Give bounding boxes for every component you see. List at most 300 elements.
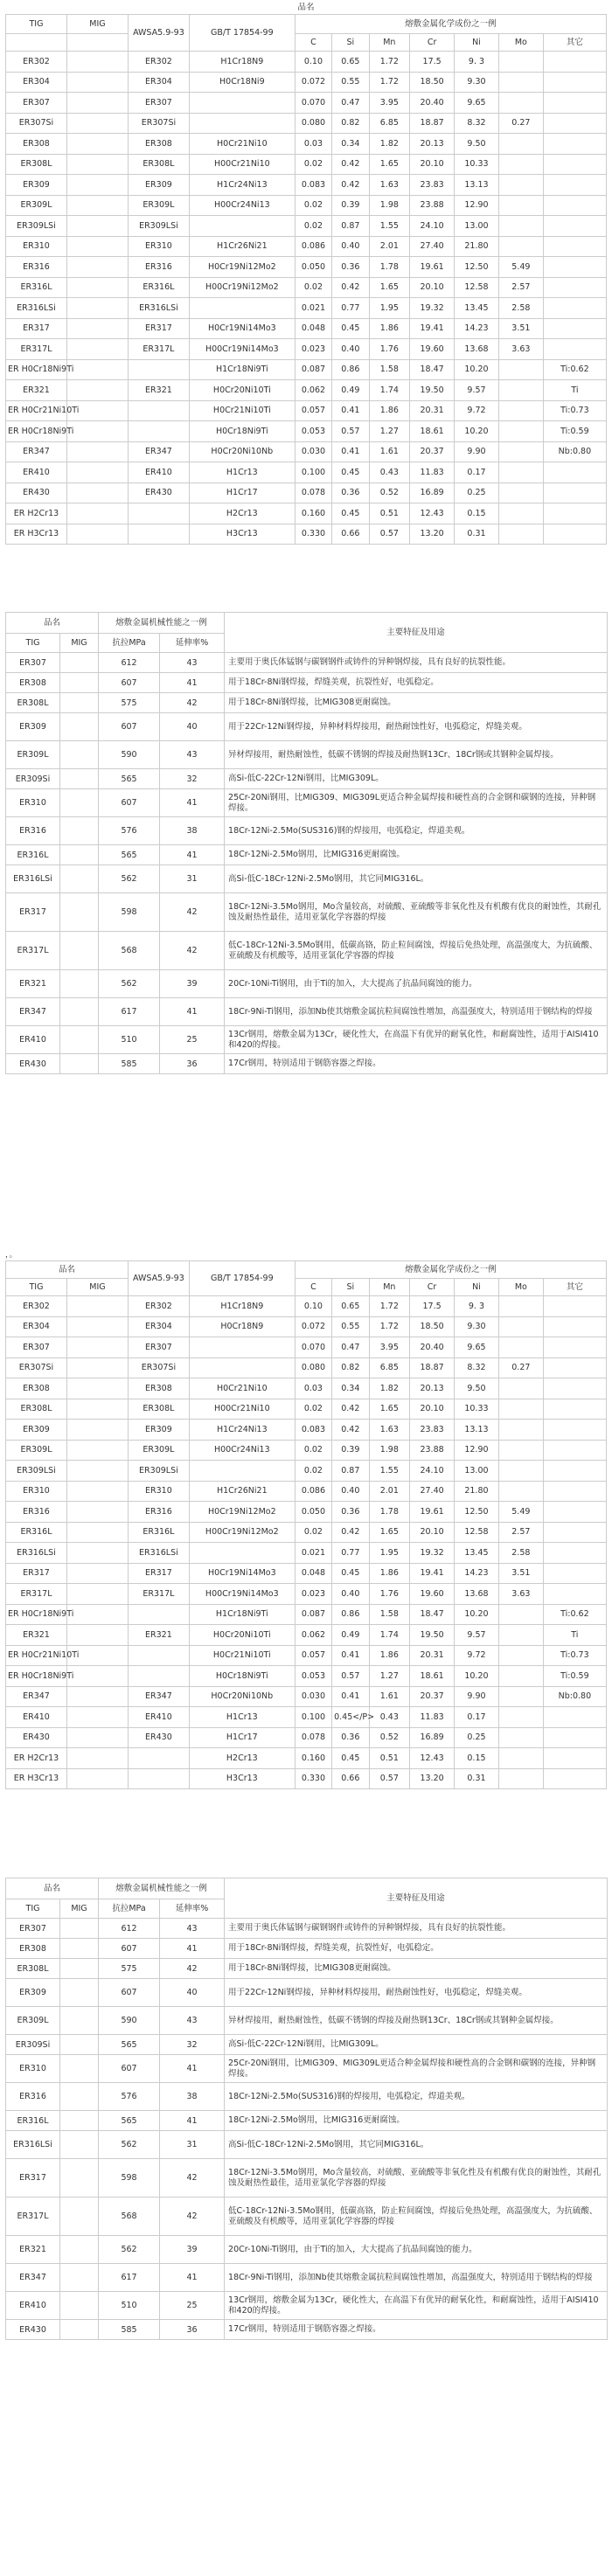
cell-mo — [498, 1296, 543, 1317]
cell-si: 0.77 — [332, 1543, 369, 1564]
header-tig: TIG — [6, 15, 67, 34]
table-row — [6, 421, 607, 442]
mechanical-table-1 — [5, 612, 607, 1074]
cell-tensile: 562 — [99, 2131, 160, 2159]
cell-other — [543, 503, 606, 524]
cell-gbt: H0Cr19Ni12Mo2 — [189, 257, 295, 278]
cell-c: 0.072 — [295, 72, 331, 93]
cell-cr: 17.5 — [410, 1296, 455, 1317]
cell-gbt — [189, 216, 295, 237]
cell-ni: 10.20 — [455, 421, 499, 442]
cell-mig — [60, 845, 99, 865]
cell-tig: ER410 — [6, 1707, 67, 1728]
cell-tensile: 575 — [99, 1959, 160, 1979]
cell-cr: 17.5 — [410, 52, 455, 73]
table-row — [6, 845, 608, 865]
cell-tig: ER H0Cr21Ni10Ti — [6, 1645, 67, 1666]
cell-mo — [498, 1440, 543, 1461]
cell-other — [543, 113, 606, 134]
header-c: C — [295, 34, 331, 52]
cell-aws: ER430 — [128, 483, 189, 503]
cell-c: 0.083 — [295, 1420, 331, 1441]
cell-gbt: H00Cr19Ni14Mo3 — [189, 1584, 295, 1605]
cell-cr: 19.32 — [410, 298, 455, 319]
cell-mo — [498, 1768, 543, 1789]
table-row — [6, 1399, 607, 1420]
cell-tig: ER347 — [6, 2264, 60, 2292]
cell-gbt — [189, 113, 295, 134]
cell-mn: 1.63 — [369, 1420, 410, 1441]
cell-mo — [498, 134, 543, 155]
cell-mn: 1.78 — [369, 1502, 410, 1523]
table-row — [6, 713, 608, 741]
cell-mn: 1.74 — [369, 380, 410, 401]
cell-mn: 1.76 — [369, 1584, 410, 1605]
table-row — [6, 339, 607, 360]
cell-c: 0.050 — [295, 257, 331, 278]
composition-table-2 — [5, 1260, 607, 1789]
cell-mo — [498, 421, 543, 442]
cell-ni: 9.72 — [455, 400, 499, 421]
cell-tig: ER317 — [6, 1563, 67, 1584]
table-row — [6, 1919, 608, 1939]
cell-aws: ER309L — [128, 1440, 189, 1461]
cell-ni: 9. 3 — [455, 1296, 499, 1317]
cell-aws: ER310 — [128, 1481, 189, 1502]
cell-tig: ER316LSi — [6, 865, 60, 893]
cell-desc: 高Si-低C-18Cr-12Ni-2.5Mo钢用，其它同MIG316L。 — [225, 865, 608, 893]
cell-c: 0.160 — [295, 503, 331, 524]
header-name: 品名 — [6, 1878, 99, 1899]
cell-other — [543, 134, 606, 155]
cell-tig: ER309Si — [6, 769, 60, 789]
cell-cr: 27.40 — [410, 236, 455, 257]
cell-cr: 19.50 — [410, 380, 455, 401]
cell-cr: 20.40 — [410, 1337, 455, 1358]
cell-other — [543, 1357, 606, 1378]
cell-mo: 2.58 — [498, 1543, 543, 1564]
cell-other — [543, 298, 606, 319]
cell-aws: ER309 — [128, 175, 189, 196]
cell-c: 0.160 — [295, 1748, 331, 1769]
cell-tensile: 562 — [99, 865, 160, 893]
cell-tig: ER309L — [6, 741, 60, 769]
cell-other: Ti:0.62 — [543, 1604, 606, 1625]
cell-mig — [66, 52, 128, 73]
header-si: Si — [332, 34, 369, 52]
cell-mig — [60, 1979, 99, 2007]
table-row — [6, 1959, 608, 1979]
cell-gbt — [189, 1337, 295, 1358]
cell-desc: 18Cr-9Ni-Ti钢用，添加Nb使其熔敷金属抗粒间腐蚀性增加，高温强度大，特别适用于钢结构的焊接 — [225, 998, 608, 1026]
cell-mn: 1.72 — [369, 72, 410, 93]
cell-other: Ti:0.73 — [543, 400, 606, 421]
cell-elong: 42 — [160, 932, 225, 970]
composition-grid — [5, 1260, 607, 1789]
cell-tensile: 598 — [99, 893, 160, 932]
cell-aws: ER347 — [128, 441, 189, 462]
cell-c: 0.02 — [295, 1440, 331, 1461]
cell-gbt: H0Cr18N9 — [189, 1316, 295, 1337]
cell-other — [543, 1378, 606, 1399]
cell-tig: ER321 — [6, 1625, 67, 1646]
cell-tensile: 607 — [99, 789, 160, 817]
cell-mo — [498, 1666, 543, 1687]
cell-si: 0.55 — [332, 72, 369, 93]
cell-mig — [60, 1026, 99, 1054]
cell-aws: ER316 — [128, 257, 189, 278]
table-row — [6, 2007, 608, 2035]
cell-mig — [60, 693, 99, 713]
cell-aws: ER317L — [128, 1584, 189, 1605]
cell-cr: 18.87 — [410, 1357, 455, 1378]
cell-cr: 18.47 — [410, 1604, 455, 1625]
cell-gbt: H1Cr18Ni9Ti — [189, 359, 295, 380]
cell-mo: 2.58 — [498, 298, 543, 319]
cell-mig — [66, 483, 128, 503]
cell-ni: 14.23 — [455, 1563, 499, 1584]
cell-si: 0.41 — [332, 1645, 369, 1666]
header-cr: Cr — [410, 34, 455, 52]
cell-cr: 20.13 — [410, 134, 455, 155]
cell-si: 0.86 — [332, 359, 369, 380]
cell-mn: 1.55 — [369, 216, 410, 237]
table-row — [6, 2236, 608, 2264]
cell-elong: 38 — [160, 817, 225, 845]
cell-ni: 9.50 — [455, 1378, 499, 1399]
cell-mig — [66, 1296, 128, 1317]
cell-other: Ti:0.73 — [543, 1645, 606, 1666]
cell-tensile: 575 — [99, 693, 160, 713]
cell-ni: 0.15 — [455, 1748, 499, 1769]
cell-tensile: 562 — [99, 970, 160, 998]
cell-aws: ER316LSi — [128, 1543, 189, 1564]
cell-mo — [498, 359, 543, 380]
table-row — [6, 893, 608, 932]
table-row — [6, 175, 607, 196]
cell-elong: 32 — [160, 2035, 225, 2055]
cell-gbt: H0Cr19Ni14Mo3 — [189, 318, 295, 339]
cell-gbt: H0Cr21Ni10 — [189, 134, 295, 155]
table-row — [6, 1768, 607, 1789]
cell-other — [543, 1502, 606, 1523]
cell-mig — [60, 2292, 99, 2320]
cell-mo — [498, 236, 543, 257]
cell-elong: 41 — [160, 673, 225, 693]
cell-mig — [66, 277, 128, 298]
cell-ni: 9.50 — [455, 134, 499, 155]
cell-cr: 18.61 — [410, 421, 455, 442]
table-row — [6, 2264, 608, 2292]
cell-gbt: H3Cr13 — [189, 1768, 295, 1789]
cell-si: 0.66 — [332, 524, 369, 545]
cell-tensile: 585 — [99, 1054, 160, 1074]
cell-ni: 9.30 — [455, 72, 499, 93]
cell-mn: 1.82 — [369, 134, 410, 155]
cell-gbt: H0Cr20Ni10Nb — [189, 1686, 295, 1707]
header-gbt: GB/T 17854-99 — [189, 15, 295, 52]
cell-tensile: 598 — [99, 2159, 160, 2198]
table-row — [6, 1337, 607, 1358]
cell-tig: ER309L — [6, 2007, 60, 2035]
header-mn: Mn — [369, 34, 410, 52]
cell-cr: 20.37 — [410, 441, 455, 462]
cell-tensile: 617 — [99, 2264, 160, 2292]
cell-aws: ER317L — [128, 339, 189, 360]
cell-mn: 1.95 — [369, 1543, 410, 1564]
header-name: 品名 — [6, 613, 99, 634]
cell-gbt — [189, 1357, 295, 1378]
cell-tig: ER308 — [6, 1378, 67, 1399]
cell-mig — [66, 380, 128, 401]
cell-mo: 3.51 — [498, 1563, 543, 1584]
cell-mn: 1.76 — [369, 339, 410, 360]
table-row — [6, 2159, 608, 2198]
cell-tig: ER430 — [6, 2320, 60, 2340]
cell-tensile: 607 — [99, 1979, 160, 2007]
cell-cr: 20.10 — [410, 1399, 455, 1420]
cell-ni: 12.90 — [455, 1440, 499, 1461]
cell-aws: ER307Si — [128, 113, 189, 134]
table-row — [6, 1707, 607, 1728]
cell-gbt: H00Cr19Ni12Mo2 — [189, 277, 295, 298]
cell-other — [543, 1399, 606, 1420]
cell-mn: 1.65 — [369, 1522, 410, 1543]
cell-tensile: 565 — [99, 2111, 160, 2131]
cell-mig — [66, 1543, 128, 1564]
cell-mig — [66, 339, 128, 360]
cell-ni: 12.90 — [455, 195, 499, 216]
cell-mig — [66, 1686, 128, 1707]
cell-tig: ER316 — [6, 2083, 60, 2111]
table-row — [6, 865, 608, 893]
cell-mig — [66, 1337, 128, 1358]
table-row — [6, 1748, 607, 1769]
cell-tig: ER316 — [6, 257, 67, 278]
cell-tig: ER316LSi — [6, 2131, 60, 2159]
cell-elong: 36 — [160, 2320, 225, 2340]
cell-cr: 19.60 — [410, 339, 455, 360]
cell-desc: 17Cr钢用，特别适用于钢筋容器之焊接。 — [225, 1054, 608, 1074]
cell-mig — [66, 1502, 128, 1523]
cell-elong: 41 — [160, 789, 225, 817]
cell-desc: 用于18Cr-8Ni钢焊接，焊缝美观，抗裂性好，电弧稳定。 — [225, 1939, 608, 1959]
table-row — [6, 154, 607, 175]
cell-mig — [60, 713, 99, 741]
cell-mig — [66, 1357, 128, 1378]
cell-elong: 25 — [160, 2292, 225, 2320]
cell-mig — [60, 2320, 99, 2340]
cell-c: 0.057 — [295, 400, 331, 421]
cell-other: Ti — [543, 1625, 606, 1646]
cell-tig: ER317 — [6, 893, 60, 932]
cell-mn: 1.95 — [369, 298, 410, 319]
cell-cr: 18.50 — [410, 1316, 455, 1337]
cell-mn: 1.58 — [369, 359, 410, 380]
cell-gbt: H0Cr18Ni9 — [189, 72, 295, 93]
cell-si: 0.42 — [332, 1399, 369, 1420]
cell-desc: 异材焊接用，耐热耐蚀性，低碳不锈钢的焊接及耐热钢13Cr、18Cr钢或其钢种金属焊接。 — [225, 2007, 608, 2035]
table-row — [6, 1316, 607, 1337]
header-name: 品名 — [6, 1261, 129, 1279]
cell-aws: ER310 — [128, 236, 189, 257]
cell-c: 0.02 — [295, 154, 331, 175]
cell-mo: 3.63 — [498, 1584, 543, 1605]
cell-c: 0.057 — [295, 1645, 331, 1666]
cell-si: 0.65 — [332, 52, 369, 73]
cell-mo: 2.57 — [498, 277, 543, 298]
cell-ni: 9.65 — [455, 1337, 499, 1358]
cell-other — [543, 1481, 606, 1502]
cell-desc: 低C-18Cr-12Ni-3.5Mo钢用，低碳高铬，防止粒间腐蚀，焊接后免热处理，高温强度大，为抗硫酸、亚硫酸及有机酸等，适用亚氯化学容器的焊接 — [225, 932, 608, 970]
cell-c: 0.100 — [295, 462, 331, 483]
cell-gbt: H00Cr19Ni12Mo2 — [189, 1522, 295, 1543]
cell-elong: 41 — [160, 998, 225, 1026]
cell-mo: 3.51 — [498, 318, 543, 339]
cell-tig: ER310 — [6, 1481, 67, 1502]
cell-mo: 0.27 — [498, 1357, 543, 1378]
cell-cr: 11.83 — [410, 462, 455, 483]
cell-c: 0.330 — [295, 1768, 331, 1789]
cell-mn: 1.55 — [369, 1461, 410, 1482]
cell-tensile: 565 — [99, 769, 160, 789]
cell-mig — [66, 113, 128, 134]
cell-other — [543, 277, 606, 298]
cell-mig — [66, 1625, 128, 1646]
cell-mn: 1.82 — [369, 1378, 410, 1399]
cell-aws — [128, 400, 189, 421]
cell-mig — [66, 195, 128, 216]
cell-c: 0.02 — [295, 277, 331, 298]
cell-cr: 18.50 — [410, 72, 455, 93]
cell-elong: 41 — [160, 845, 225, 865]
cell-mig — [60, 2236, 99, 2264]
cell-tensile: 576 — [99, 2083, 160, 2111]
cell-mn: 1.65 — [369, 1399, 410, 1420]
cell-ni: 13.00 — [455, 1461, 499, 1482]
cell-other — [543, 72, 606, 93]
cell-cr: 23.83 — [410, 175, 455, 196]
cell-mig — [66, 1522, 128, 1543]
cell-si: 0.45</P> — [332, 1707, 369, 1728]
cell-si: 0.82 — [332, 1357, 369, 1378]
cell-tig: ER316 — [6, 817, 60, 845]
header-mo: Mo — [498, 34, 543, 52]
cell-mn: 1.65 — [369, 277, 410, 298]
cell-mn: 0.43 — [369, 1707, 410, 1728]
table-row — [6, 2292, 608, 2320]
header-mn: Mn — [369, 1279, 410, 1296]
cell-cr: 20.37 — [410, 1686, 455, 1707]
cell-gbt: H00Cr21Ni10 — [189, 154, 295, 175]
cell-si: 0.45 — [332, 462, 369, 483]
cell-mig — [66, 257, 128, 278]
table-row — [6, 1584, 607, 1605]
cell-cr: 18.61 — [410, 1666, 455, 1687]
cell-elong: 42 — [160, 2159, 225, 2198]
cell-tensile: 607 — [99, 1939, 160, 1959]
cell-mig — [66, 298, 128, 319]
cell-tig: ER309Si — [6, 2035, 60, 2055]
cell-mo — [498, 1748, 543, 1769]
cell-elong: 43 — [160, 741, 225, 769]
cell-aws — [128, 1666, 189, 1687]
cell-tig: ER308 — [6, 1939, 60, 1959]
cell-aws: ER309 — [128, 1420, 189, 1441]
cell-mig — [66, 359, 128, 380]
table-row — [6, 400, 607, 421]
cell-si: 0.42 — [332, 154, 369, 175]
cell-aws: ER321 — [128, 380, 189, 401]
cell-aws — [128, 1748, 189, 1769]
cell-ni: 10.33 — [455, 154, 499, 175]
cell-elong: 25 — [160, 1026, 225, 1054]
cell-cr: 18.87 — [410, 113, 455, 134]
cell-tig: ER410 — [6, 1026, 60, 1054]
cell-tig: ER302 — [6, 1296, 67, 1317]
table-row — [6, 52, 607, 73]
table-row — [6, 1625, 607, 1646]
cell-ni: 21.80 — [455, 236, 499, 257]
cell-desc: 异材焊接用，耐热耐蚀性，低碳不锈钢的焊接及耐热钢13Cr、18Cr钢或其钢种金属焊接。 — [225, 741, 608, 769]
cell-gbt: H2Cr13 — [189, 1748, 295, 1769]
cell-mn: 1.72 — [369, 1316, 410, 1337]
cell-tig: ER304 — [6, 72, 67, 93]
cell-tig: ER H0Cr18Ni9Ti — [6, 1666, 67, 1687]
cell-si: 0.40 — [332, 236, 369, 257]
cell-si: 0.57 — [332, 421, 369, 442]
header-mig: MIG — [66, 1279, 128, 1296]
cell-mn: 1.78 — [369, 257, 410, 278]
cell-other — [543, 236, 606, 257]
cell-tensile: 568 — [99, 2198, 160, 2236]
cell-tig: ER410 — [6, 2292, 60, 2320]
mechanical-grid — [5, 1878, 608, 2340]
cell-c: 0.023 — [295, 1584, 331, 1605]
cell-ni: 9.90 — [455, 1686, 499, 1707]
cell-desc: 18Cr-12Ni-2.5Mo(SUS316)钢的焊接用，电弧稳定，焊道美观。 — [225, 817, 608, 845]
cell-c: 0.10 — [295, 1296, 331, 1317]
cell-ni: 14.23 — [455, 318, 499, 339]
cell-mig — [60, 2159, 99, 2198]
cell-desc: 用于18Cr-8Ni钢焊接，焊缝美观，抗裂性好，电弧稳定。 — [225, 673, 608, 693]
cell-cr: 23.88 — [410, 195, 455, 216]
cell-ni: 8.32 — [455, 1357, 499, 1378]
cell-mn: 0.43 — [369, 462, 410, 483]
cell-si: 0.49 — [332, 380, 369, 401]
cell-mo — [498, 1645, 543, 1666]
cell-other — [543, 175, 606, 196]
cell-tig: ER317 — [6, 318, 67, 339]
cell-other — [543, 93, 606, 114]
cell-gbt: H0Cr21Ni10Ti — [189, 400, 295, 421]
cell-mo: 2.57 — [498, 1522, 543, 1543]
cell-tig: ER347 — [6, 998, 60, 1026]
cell-tig: ER310 — [6, 789, 60, 817]
table-row — [6, 113, 607, 134]
header-ni: Ni — [455, 34, 499, 52]
cell-other — [543, 154, 606, 175]
cell-elong: 31 — [160, 2131, 225, 2159]
cell-tig: ER307 — [6, 1919, 60, 1939]
cell-gbt: H0Cr19Ni14Mo3 — [189, 1563, 295, 1584]
cell-mn: 1.61 — [369, 441, 410, 462]
cell-aws: ER308 — [128, 1378, 189, 1399]
cell-mn: 1.86 — [369, 318, 410, 339]
cell-ni: 9.90 — [455, 441, 499, 462]
cell-ni: 10.20 — [455, 359, 499, 380]
cell-si: 0.66 — [332, 1768, 369, 1789]
